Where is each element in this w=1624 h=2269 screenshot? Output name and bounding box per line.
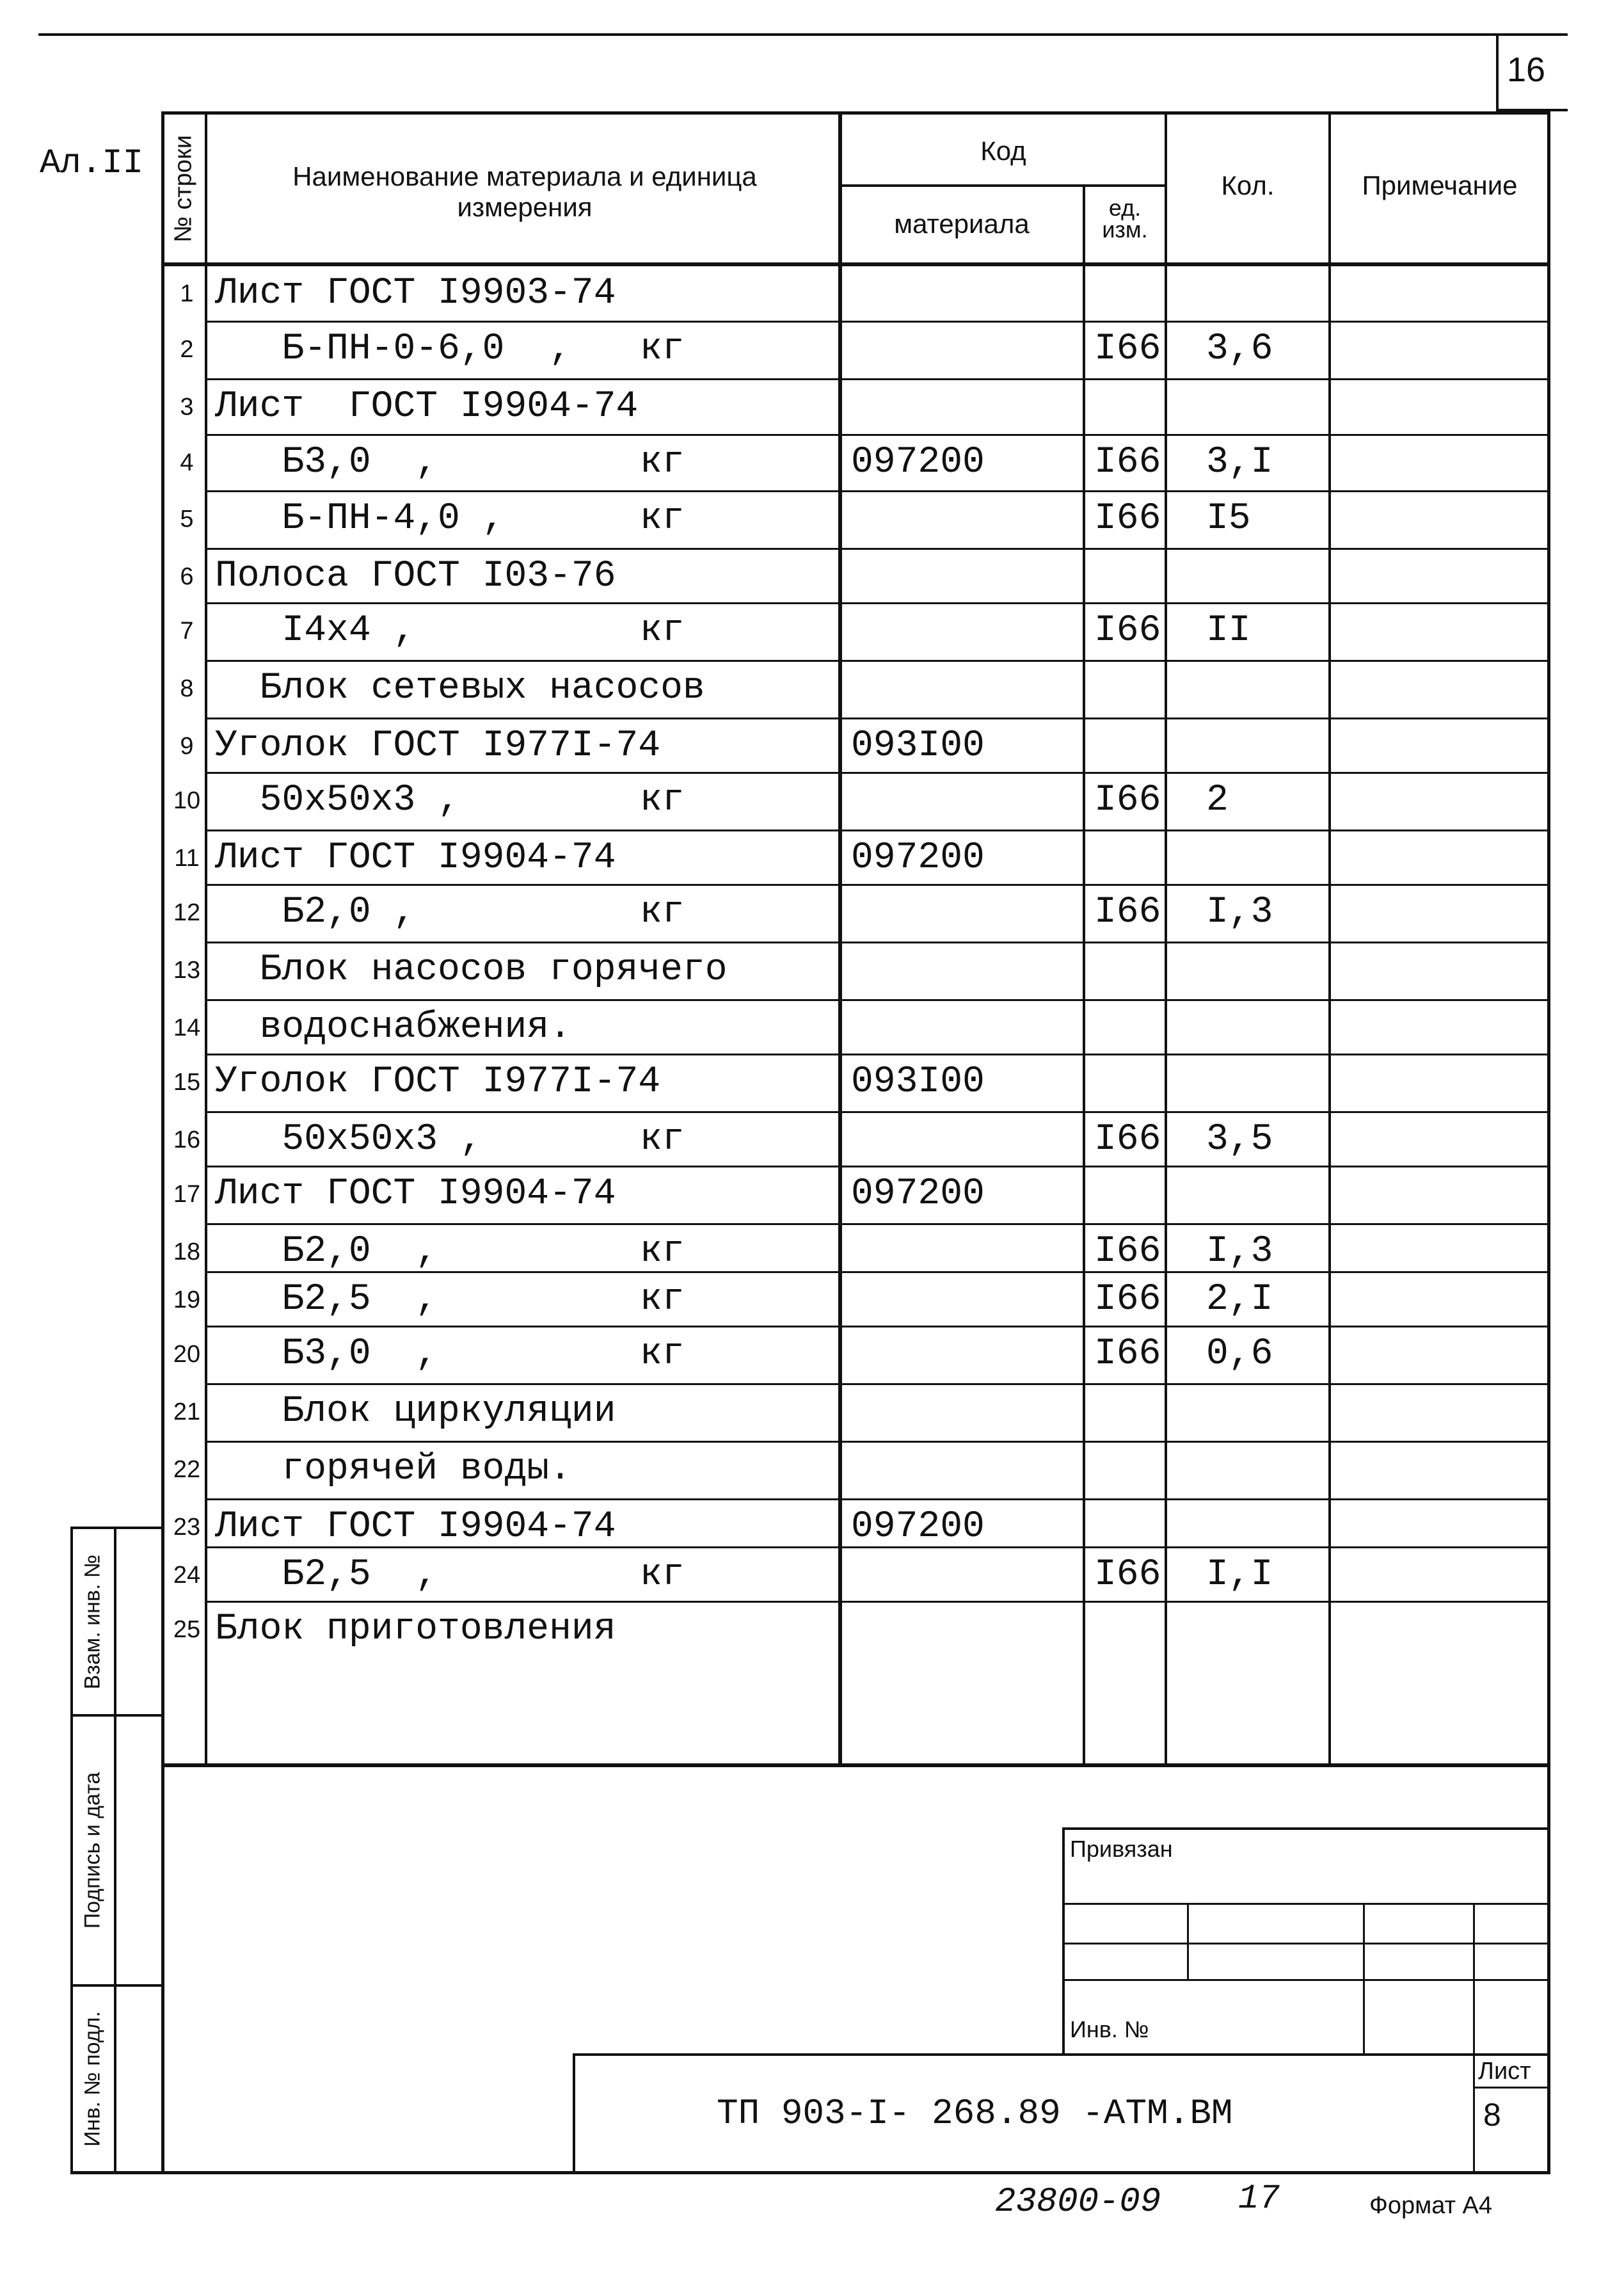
row-unit-code: I66: [1094, 780, 1161, 821]
row-quantity: 0,6: [1206, 1333, 1273, 1375]
row-unit-code: I66: [1094, 1554, 1161, 1596]
row-separator: [205, 1054, 1548, 1055]
row-name: Уголок ГОСТ I977I-74: [215, 1061, 661, 1103]
privyazan-label: Привязан: [1070, 1836, 1173, 1862]
row-separator: [205, 1498, 1548, 1500]
row-number: 6: [180, 563, 194, 590]
row-separator: [205, 884, 1548, 886]
row-separator: [205, 321, 1548, 323]
row-name: Б3,0 ,: [215, 1333, 438, 1375]
row-separator: [205, 1601, 1548, 1603]
row-number: 9: [180, 733, 194, 760]
row-name: Блок сетевых насосов: [215, 668, 705, 709]
row-name: Лист ГОСТ I9904-74: [215, 1173, 616, 1215]
row-separator: [205, 490, 1548, 492]
row-number: 23: [173, 1514, 201, 1541]
row-material-code: 097200: [851, 442, 985, 483]
row-material-code: 093I00: [851, 1061, 985, 1103]
document-designation: ТП 903-I- 268.89 -АТМ.ВМ: [717, 2093, 1233, 2134]
row-name: 50x50x3 ,: [215, 1119, 482, 1160]
row-unit-code: I66: [1094, 1231, 1161, 1272]
sheet-corner-number: 16: [1507, 51, 1546, 89]
header-code-material: материала: [894, 209, 1030, 239]
row-separator: [205, 548, 1548, 550]
row-quantity: 2,I: [1206, 1279, 1273, 1320]
top-rule: [38, 33, 1568, 36]
row-name: I4x4 ,: [215, 610, 416, 652]
row-separator: [205, 999, 1548, 1001]
row-quantity: 3,I: [1206, 442, 1273, 483]
row-name: Б2,5 ,: [215, 1554, 438, 1596]
row-unit-code: I66: [1094, 610, 1161, 652]
row-name: Б2,0 ,: [215, 892, 416, 933]
row-number: 1: [180, 280, 194, 307]
row-name: Лист ГОСТ I9904-74: [215, 386, 639, 428]
header-qty: Кол.: [1221, 170, 1275, 200]
row-name: Полоса ГОСТ I03-76: [215, 556, 616, 597]
row-number: 24: [173, 1562, 201, 1589]
inv-no-label: Инв. №: [1070, 2016, 1149, 2042]
row-unit: кг: [640, 1279, 685, 1320]
row-quantity: 2: [1206, 780, 1229, 821]
row-unit: кг: [640, 328, 685, 370]
frame-right-lower: [1547, 1763, 1550, 2173]
row-name: Блок циркуляции: [215, 1391, 616, 1432]
sheet-label: Лист: [1478, 2058, 1531, 2085]
row-number: 14: [173, 1014, 201, 1041]
header-row-number: № строки: [170, 135, 197, 243]
row-separator: [205, 378, 1548, 380]
row-unit: кг: [640, 498, 685, 540]
header-code-unit: ед. изм.: [1102, 195, 1148, 243]
row-unit-code: I66: [1094, 328, 1161, 370]
frame-left-lower: [161, 1763, 164, 2173]
row-quantity: I,I: [1206, 1554, 1273, 1596]
row-separator: [205, 1111, 1548, 1113]
row-name: Блок насосов горячего: [215, 949, 728, 991]
row-unit: кг: [640, 610, 685, 652]
stamp-inv-podl: Инв. № подл.: [80, 2011, 105, 2147]
row-separator: [205, 434, 1548, 436]
row-unit: кг: [640, 1333, 685, 1375]
row-material-code: 097200: [851, 1173, 985, 1215]
row-number: 21: [173, 1399, 201, 1425]
row-separator: [205, 1441, 1548, 1443]
row-unit: кг: [640, 1231, 685, 1272]
row-material-code: 097200: [851, 1506, 985, 1548]
album-label: Ал.II: [40, 144, 144, 183]
row-unit-code: I66: [1094, 892, 1161, 933]
sheet-number: 8: [1483, 2097, 1501, 2133]
row-name: Уголок ГОСТ I977I-74: [215, 725, 661, 767]
row-number: 20: [173, 1341, 201, 1368]
row-number: 2: [180, 336, 194, 363]
row-quantity: II: [1206, 610, 1251, 652]
row-quantity: I5: [1206, 498, 1251, 540]
row-separator: [205, 718, 1548, 719]
row-number: 7: [180, 618, 194, 645]
row-number: 17: [173, 1181, 201, 1208]
row-material-code: 097200: [851, 837, 985, 879]
row-number: 10: [173, 787, 201, 814]
stamp-vzam-inv: Взам. инв. №: [80, 1554, 105, 1689]
row-separator: [205, 830, 1548, 831]
row-number: 4: [180, 449, 194, 476]
row-number: 3: [180, 394, 194, 421]
row-unit: кг: [640, 442, 685, 483]
row-separator: [205, 660, 1548, 662]
row-number: 25: [173, 1616, 201, 1643]
row-name: водоснабжения.: [215, 1007, 571, 1048]
row-quantity: 3,5: [1206, 1119, 1273, 1160]
row-unit-code: I66: [1094, 1279, 1161, 1320]
row-unit: кг: [640, 1119, 685, 1160]
row-number: 22: [173, 1456, 201, 1483]
row-name: горячей воды.: [215, 1448, 571, 1490]
row-unit-code: I66: [1094, 1119, 1161, 1160]
row-separator: [205, 1326, 1548, 1327]
page-number: 17: [1238, 2179, 1280, 2218]
row-name: Лист ГОСТ I9903-74: [215, 273, 616, 314]
row-unit: кг: [640, 1554, 685, 1596]
row-unit: кг: [640, 892, 685, 933]
row-name: Б2,5 ,: [215, 1279, 438, 1320]
row-number: 13: [173, 957, 201, 984]
row-number: 12: [173, 899, 201, 926]
row-number: 5: [180, 506, 194, 533]
row-separator: [205, 1383, 1548, 1385]
row-separator: [205, 602, 1548, 604]
row-unit-code: I66: [1094, 1333, 1161, 1375]
frame-bottom: [70, 2171, 1550, 2174]
row-separator: [205, 1166, 1548, 1167]
row-name: Б3,0 ,: [215, 442, 438, 483]
row-name: Лист ГОСТ I9904-74: [215, 1506, 616, 1548]
header-name: Наименование материала и единица измерения: [292, 161, 757, 223]
row-number: 19: [173, 1287, 201, 1313]
stamp-podpis-data: Подпись и дата: [80, 1772, 105, 1929]
header-code: Код: [980, 136, 1026, 166]
row-unit: кг: [640, 780, 685, 821]
row-name: 50x50x3 ,: [215, 780, 460, 821]
row-number: 16: [173, 1126, 201, 1153]
row-separator: [205, 942, 1548, 943]
row-name: Б-ПН-0-6,0 ,: [215, 328, 571, 370]
row-quantity: I,3: [1206, 892, 1273, 933]
row-material-code: 093I00: [851, 725, 985, 767]
row-name: Б2,0 ,: [215, 1231, 438, 1272]
row-separator: [205, 772, 1548, 774]
row-name: Блок приготовления: [215, 1608, 616, 1650]
row-number: 11: [174, 845, 200, 872]
header-note: Примечание: [1362, 170, 1518, 200]
row-number: 8: [180, 675, 194, 702]
row-number: 18: [173, 1239, 201, 1265]
row-quantity: 3,6: [1206, 328, 1273, 370]
corner-box-left: [1496, 33, 1499, 111]
archive-number: 23800-09: [995, 2183, 1161, 2222]
row-quantity: I,3: [1206, 1231, 1273, 1272]
row-name: Б-ПН-4,0 ,: [215, 498, 505, 540]
row-name: Лист ГОСТ I9904-74: [215, 837, 616, 879]
row-unit-code: I66: [1094, 498, 1161, 540]
row-number: 15: [173, 1069, 201, 1096]
row-unit-code: I66: [1094, 442, 1161, 483]
format-label: Формат А4: [1369, 2192, 1493, 2219]
row-separator: [205, 1223, 1548, 1225]
